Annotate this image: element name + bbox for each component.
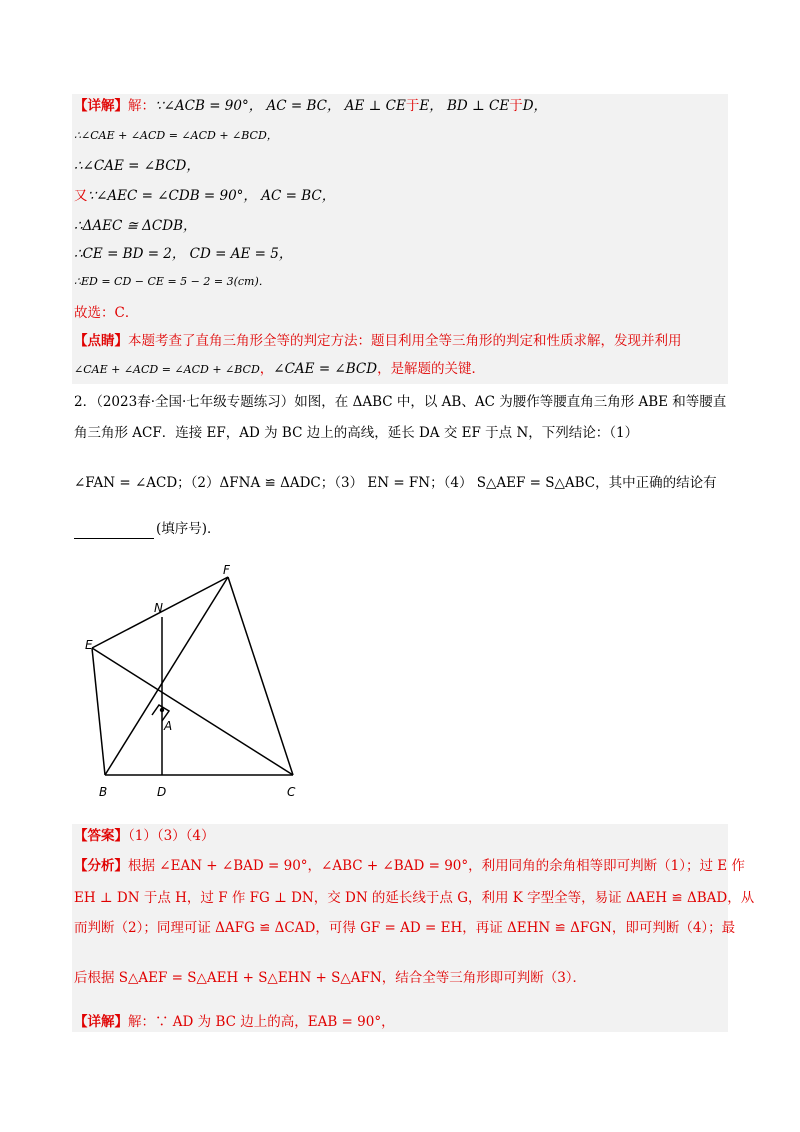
question-line-3: ∠FAN = ∠ACD；（2）ΔFNA ≌ ΔADC；（3） EN = FN；（4） S△AEF = S△ABC，其中正确的结论有 <box>74 475 717 491</box>
label-F: F <box>223 563 230 577</box>
question-line-4: (填序号)． <box>74 519 221 539</box>
detail-line-7: ∴ED = CD − CE = 5 − 2 = 3(cm)． <box>74 275 270 288</box>
label-N: N <box>154 601 163 615</box>
label-E: E <box>85 638 93 652</box>
comment-line-1: 【点睛】本题考查了直角三角形全等的判定方法：题目利用全等三角形的判定和性质求解，发现并利用 <box>74 333 682 349</box>
question-line-2: 角三角形 ACF．连接 EF，AD 为 BC 边上的高线，延长 DA 交 EF 于点 N，下列结论：（1） <box>74 425 639 441</box>
choice-text: 故选：C． <box>74 305 139 321</box>
comment-line-2: ∠CAE + ∠ACD = ∠ACD + ∠BCD，∠CAE = ∠BCD，是解题的关键． <box>74 361 486 377</box>
segment-EB <box>92 648 105 775</box>
analysis-line-4: 后根据 S△AEF = S△AEH + S△EHN + S△AFN，结合全等三角形即可判断（3）． <box>74 970 587 986</box>
question-line-1: 2．（2023春·全国·七年级专题练习）如图，在 ΔABC 中，以 AB、AC 为腰作等腰直角三角形 ABE 和等腰直 <box>74 394 727 410</box>
label-C: C <box>287 785 296 799</box>
answer-blank <box>74 524 154 539</box>
segment-BF <box>105 577 228 775</box>
label-D: D <box>157 785 167 799</box>
detail-line-6: ∴CE = BD = 2， CD = AE = 5， <box>74 246 293 262</box>
segment-EC <box>92 648 293 775</box>
geometry-figure <box>80 560 320 810</box>
detail-line-2: ∴∠CAE + ∠ACD = ∠ACD + ∠BCD， <box>74 129 278 142</box>
detail-label: 【详解】 <box>74 98 128 114</box>
analysis-line-2: EH ⊥ DN 于点 H，过 F 作 FG ⊥ DN，交 DN 的延长线于点 G，利用 K 字型全等，易证 ΔAEH ≌ ΔBAD，从 <box>74 890 755 906</box>
detail-line-4: 又∵∠AEC = ∠CDB = 90°， AC = BC， <box>74 188 336 204</box>
detail-line-3: ∴∠CAE = ∠BCD， <box>74 158 200 174</box>
label-B: B <box>99 785 108 799</box>
detail-line-5: ∴ΔAEC ≅ ΔCDB， <box>74 218 197 234</box>
segment-FC <box>228 577 293 775</box>
detail2-line: 【详解】解：∵ AD 为 BC 边上的高，EAB = 90°， <box>74 1014 395 1030</box>
point-A <box>160 708 164 712</box>
detail-line-1: 【详解】解：∵∠ACB = 90°， AC = BC， AE ⊥ CE于E， BD ⊥ CE于D， <box>74 98 548 114</box>
analysis-line-3: 而判断（2）；同理可证 ΔAFG ≌ ΔCAD，可得 GF = AD = EH，再证 ΔEHN ≌ ΔFGN，即可判断（4）；最 <box>74 920 736 936</box>
analysis-line-1: 【分析】根据 ∠EAN + ∠BAD = 90°，∠ABC + ∠BAD = 90°，利用同角的余角相等即可判断（1）；过 E 作 <box>74 858 745 874</box>
answer-line: 【答案】（1）（3）（4） <box>74 828 215 844</box>
label-A: A <box>164 719 173 733</box>
